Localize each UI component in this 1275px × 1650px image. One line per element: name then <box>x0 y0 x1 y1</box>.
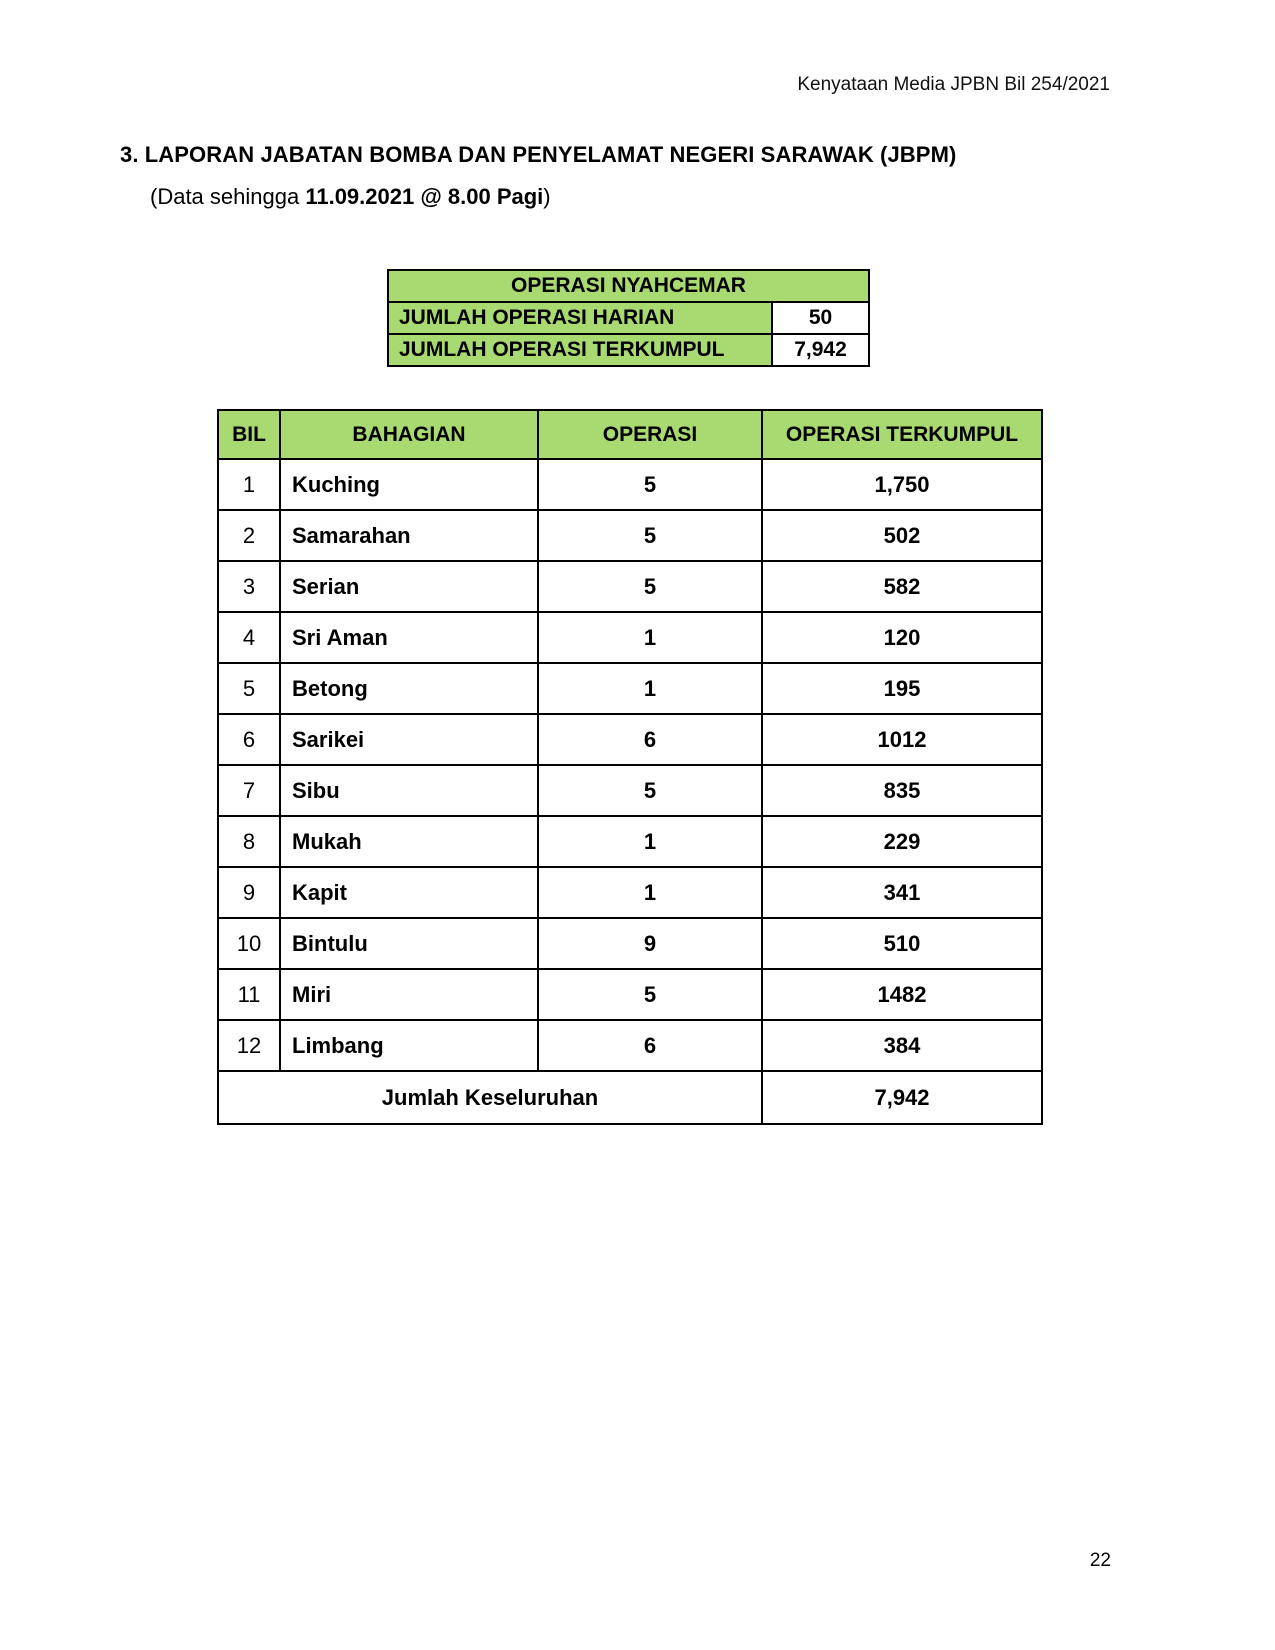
row-operasi-terkumpul: 502 <box>762 510 1042 561</box>
row-operasi-terkumpul: 1012 <box>762 714 1042 765</box>
row-operasi-terkumpul: 510 <box>762 918 1042 969</box>
row-operasi: 5 <box>538 561 762 612</box>
row-bil: 8 <box>218 816 280 867</box>
summary-title-row <box>388 270 869 302</box>
row-operasi-terkumpul: 120 <box>762 612 1042 663</box>
row-bil: 7 <box>218 765 280 816</box>
division-operations-table <box>217 409 1043 1125</box>
data-note-prefix: (Data sehingga <box>150 184 306 209</box>
row-operasi-terkumpul: 229 <box>762 816 1042 867</box>
row-bahagian: Mukah <box>280 816 538 867</box>
table-row <box>218 867 1042 918</box>
row-operasi: 1 <box>538 612 762 663</box>
row-bahagian: Kuching <box>280 459 538 510</box>
row-bil: 4 <box>218 612 280 663</box>
row-operasi-terkumpul: 341 <box>762 867 1042 918</box>
table-row <box>218 969 1042 1020</box>
header-operasi: OPERASI <box>538 410 762 459</box>
row-operasi-terkumpul: 835 <box>762 765 1042 816</box>
row-operasi: 1 <box>538 867 762 918</box>
row-bil: 2 <box>218 510 280 561</box>
table-row <box>218 765 1042 816</box>
table-row <box>218 714 1042 765</box>
header-bil: BIL <box>218 410 280 459</box>
table-row <box>218 663 1042 714</box>
summary-label: JUMLAH OPERASI TERKUMPUL <box>388 334 772 366</box>
row-operasi-terkumpul: 195 <box>762 663 1042 714</box>
row-bahagian: Kapit <box>280 867 538 918</box>
row-bil: 10 <box>218 918 280 969</box>
row-bil: 6 <box>218 714 280 765</box>
summary-row <box>388 334 869 366</box>
row-bahagian: Sibu <box>280 765 538 816</box>
data-note-date: 11.09.2021 @ 8.00 Pagi <box>305 184 544 209</box>
data-date-note <box>150 184 551 210</box>
row-bahagian: Serian <box>280 561 538 612</box>
row-bahagian: Sarikei <box>280 714 538 765</box>
table-row <box>218 1020 1042 1071</box>
section-title: 3. LAPORAN JABATAN BOMBA DAN PENYELAMAT NEGERI SARAWAK (JBPM) <box>120 142 957 167</box>
summary-table <box>387 269 870 367</box>
summary-label: JUMLAH OPERASI HARIAN <box>388 302 772 334</box>
document-reference: Kenyataan Media JPBN Bil 254/2021 <box>797 74 1110 95</box>
row-bahagian: Sri Aman <box>280 612 538 663</box>
row-bil: 3 <box>218 561 280 612</box>
total-label: Jumlah Keseluruhan <box>218 1071 762 1124</box>
row-bil: 1 <box>218 459 280 510</box>
row-operasi: 6 <box>538 714 762 765</box>
total-value: 7,942 <box>762 1071 1042 1124</box>
row-operasi: 1 <box>538 816 762 867</box>
row-operasi: 5 <box>538 969 762 1020</box>
row-bahagian: Samarahan <box>280 510 538 561</box>
row-operasi: 9 <box>538 918 762 969</box>
row-operasi: 5 <box>538 459 762 510</box>
row-operasi-terkumpul: 1482 <box>762 969 1042 1020</box>
row-bahagian: Bintulu <box>280 918 538 969</box>
table-row <box>218 561 1042 612</box>
table-row <box>218 510 1042 561</box>
summary-value: 50 <box>772 302 869 334</box>
row-operasi-terkumpul: 1,750 <box>762 459 1042 510</box>
table-row <box>218 612 1042 663</box>
row-bahagian: Betong <box>280 663 538 714</box>
row-operasi: 1 <box>538 663 762 714</box>
row-bil: 12 <box>218 1020 280 1071</box>
header-operasi-terkumpul: OPERASI TERKUMPUL <box>762 410 1042 459</box>
table-row <box>218 459 1042 510</box>
row-bil: 5 <box>218 663 280 714</box>
table-header-row <box>218 410 1042 459</box>
row-operasi: 5 <box>538 510 762 561</box>
row-bil: 9 <box>218 867 280 918</box>
summary-row <box>388 302 869 334</box>
total-row <box>218 1071 1042 1124</box>
table-row <box>218 816 1042 867</box>
data-note-suffix: ) <box>543 184 551 209</box>
summary-title: OPERASI NYAHCEMAR <box>388 270 869 302</box>
row-operasi-terkumpul: 384 <box>762 1020 1042 1071</box>
header-bahagian: BAHAGIAN <box>280 410 538 459</box>
row-bahagian: Limbang <box>280 1020 538 1071</box>
row-operasi: 6 <box>538 1020 762 1071</box>
row-bahagian: Miri <box>280 969 538 1020</box>
page-number: 22 <box>1089 1550 1111 1571</box>
summary-value: 7,942 <box>772 334 869 366</box>
row-operasi-terkumpul: 582 <box>762 561 1042 612</box>
row-bil: 11 <box>218 969 280 1020</box>
row-operasi: 5 <box>538 765 762 816</box>
table-row <box>218 918 1042 969</box>
